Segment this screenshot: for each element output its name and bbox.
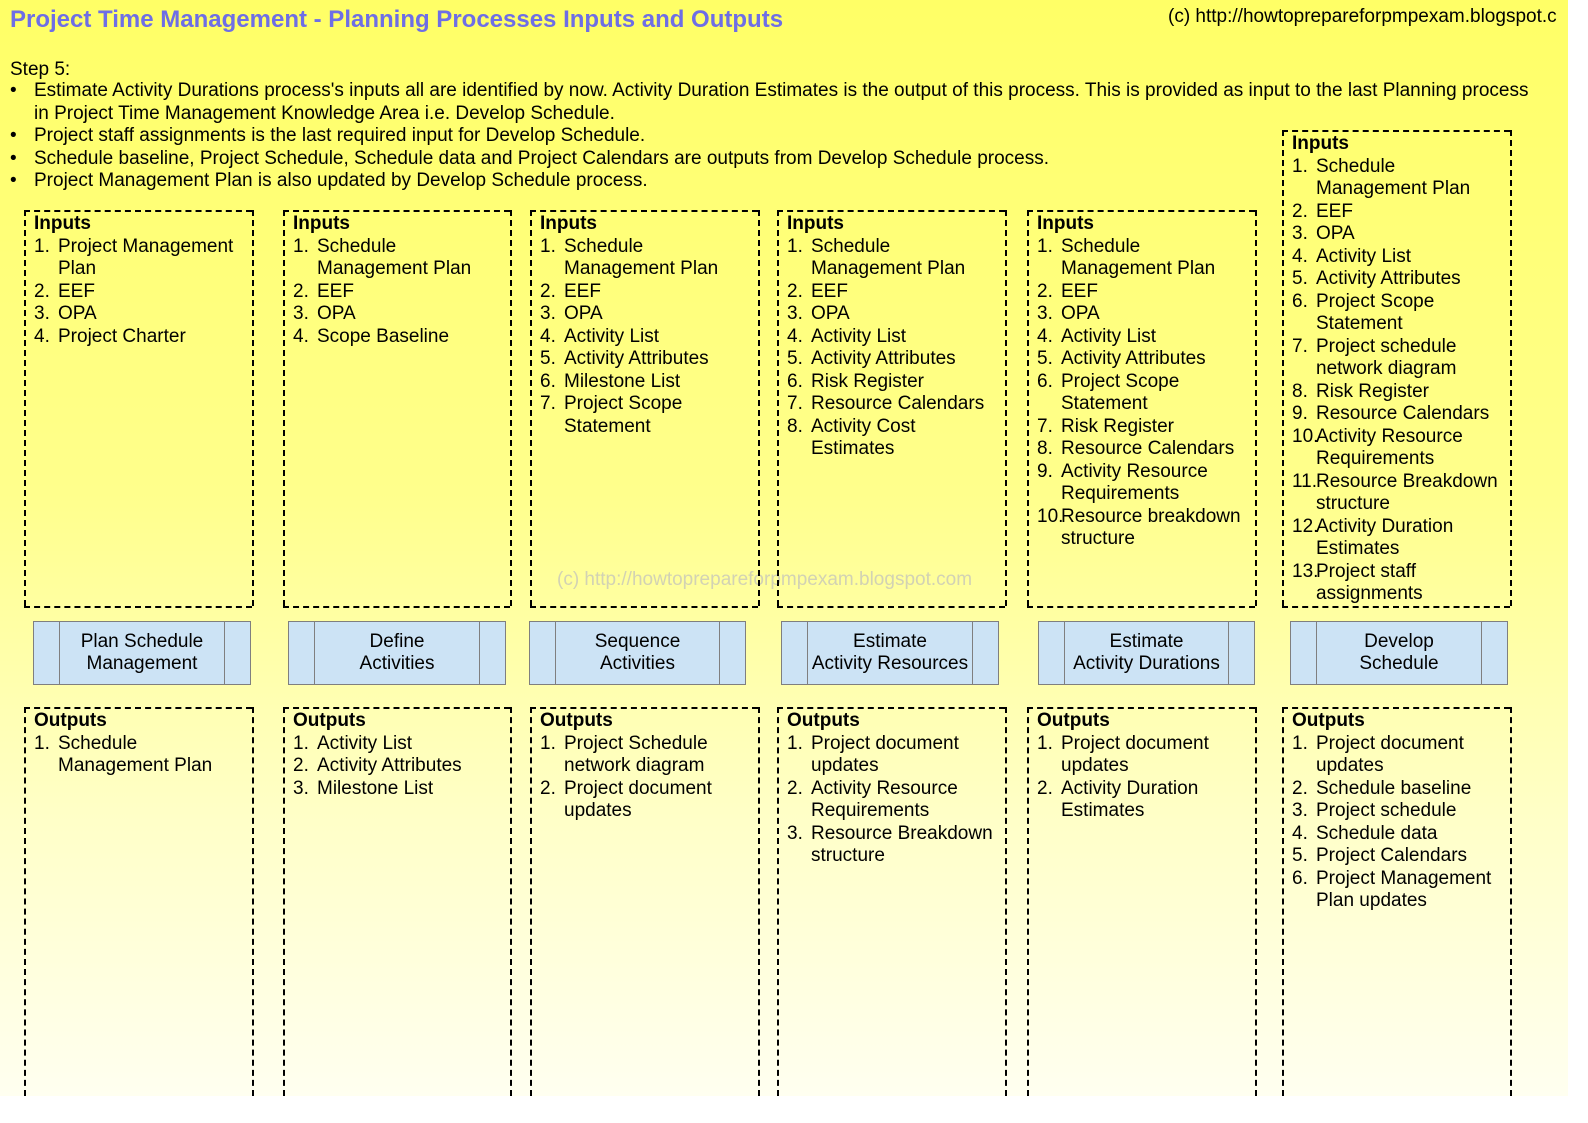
- process-left-bar: [314, 622, 315, 684]
- item-number: 4.: [1292, 245, 1308, 267]
- item-text: Project document updates: [1061, 732, 1209, 776]
- outputs: [34, 710, 246, 778]
- item-text: Project Charter: [58, 325, 186, 347]
- outputs: [1037, 710, 1249, 823]
- list-item: [1037, 778, 1249, 823]
- item-text: Schedule Management Plan: [1061, 235, 1216, 279]
- box-bottom-border: [283, 606, 510, 608]
- item-text: Risk Register: [1316, 380, 1429, 402]
- box-right-border: [252, 210, 254, 606]
- list-item: [1037, 236, 1249, 281]
- item-text: Project Calendars: [1316, 845, 1468, 866]
- list-item: [787, 371, 999, 394]
- inputs: [1037, 213, 1249, 551]
- item-number: 3.: [293, 303, 309, 324]
- item-number: 13.: [1292, 560, 1319, 582]
- item-number: 9.: [1037, 460, 1053, 482]
- list-item: [1292, 471, 1504, 516]
- item-text: Project Schedule network diagram: [564, 732, 708, 776]
- list-item: [1292, 223, 1504, 246]
- item-number: 3.: [787, 303, 803, 324]
- item-number: 1.: [540, 732, 556, 754]
- outputs: [787, 710, 999, 868]
- outputs-title: Outputs: [1037, 710, 1110, 731]
- list-item: [1037, 303, 1249, 326]
- list-item: [1037, 371, 1249, 416]
- item-text: Activity Attributes: [811, 348, 956, 369]
- bullet-item: • Estimate Activity Durations process's inputs all are identified by now. Activity Duration Estimates is the output of this process. This is provided as input to the last Planning process in Project Time Management Knowledge Area i.e. Develop Schedule.: [10, 80, 1535, 125]
- list-item: [1292, 291, 1504, 336]
- box-left-border: [1027, 210, 1029, 606]
- bullet-item: • Project Management Plan is also updated by Develop Schedule process.: [10, 170, 1535, 193]
- item-text: Project Management Plan updates: [1316, 867, 1492, 911]
- box-top-border: [24, 707, 252, 709]
- item-text: OPA: [1061, 303, 1100, 324]
- item-text: Schedule Management Plan: [564, 235, 719, 279]
- item-number: 2.: [540, 280, 556, 302]
- item-text: Activity Resource Requirements: [1061, 460, 1208, 504]
- item-number: 1.: [787, 732, 803, 754]
- item-number: 10.: [1292, 425, 1319, 447]
- inputs-list: [293, 236, 504, 349]
- box-top-border: [1027, 210, 1255, 212]
- item-number: 5.: [787, 348, 803, 369]
- list-item: [540, 236, 752, 281]
- box-right-border: [510, 210, 512, 606]
- item-text: Resource Breakdown structure: [1316, 470, 1498, 514]
- step-label: Step 5:: [10, 59, 71, 80]
- item-number: 6.: [1292, 290, 1308, 312]
- item-text: Schedule Management Plan: [58, 732, 213, 776]
- item-text: Resource breakdown structure: [1061, 505, 1241, 549]
- box-left-border: [24, 210, 26, 606]
- outputs-list: [540, 733, 752, 823]
- item-number: 3.: [787, 822, 803, 844]
- list-item: [1037, 438, 1249, 461]
- item-number: 3.: [34, 303, 50, 324]
- item-text: Activity Cost Estimates: [811, 415, 916, 459]
- item-number: 3.: [540, 303, 556, 324]
- box-right-border: [252, 707, 254, 1096]
- page-title: Project Time Management - Planning Processes Inputs and Outputs: [10, 6, 784, 33]
- item-text: Activity Resource Requirements: [1316, 425, 1463, 469]
- inputs-list: [34, 236, 246, 349]
- item-text: OPA: [1316, 223, 1355, 244]
- list-item: [1292, 426, 1504, 471]
- box-right-border: [1510, 707, 1512, 1096]
- list-item: [1292, 336, 1504, 381]
- item-text: Project Scope Statement: [564, 393, 683, 437]
- item-number: 2.: [1037, 280, 1053, 302]
- item-number: 5.: [1292, 845, 1308, 866]
- item-number: 3.: [293, 777, 309, 799]
- list-item: [787, 823, 999, 868]
- item-text: Resource Calendars: [1316, 403, 1490, 424]
- list-item: [787, 416, 999, 461]
- box-left-border: [1282, 707, 1284, 1096]
- item-number: 1.: [1292, 155, 1308, 177]
- item-number: 7.: [787, 393, 803, 414]
- item-number: 2.: [540, 777, 556, 799]
- box-top-border: [777, 707, 1005, 709]
- item-number: 11.: [1292, 470, 1318, 492]
- item-number: 4.: [34, 325, 50, 347]
- item-text: EEF: [564, 280, 601, 302]
- outputs-title: Outputs: [34, 710, 107, 731]
- item-number: 3.: [1292, 800, 1308, 821]
- item-text: Activity Attributes: [564, 348, 709, 369]
- bullet-item: • Project staff assignments is the last required input for Develop Schedule.: [10, 125, 1535, 148]
- item-number: 6.: [1037, 370, 1053, 392]
- item-number: 4.: [1292, 822, 1308, 844]
- item-text: Activity Attributes: [1061, 348, 1206, 369]
- item-text: Activity List: [811, 325, 907, 347]
- item-number: 4.: [787, 325, 803, 347]
- box-left-border: [530, 707, 532, 1096]
- box-right-border: [1255, 210, 1257, 606]
- process-box: [288, 621, 506, 685]
- item-text: Milestone List: [564, 370, 681, 392]
- item-text: Risk Register: [811, 370, 924, 392]
- item-text: Risk Register: [1061, 415, 1174, 437]
- inputs-title: Inputs: [293, 213, 350, 234]
- box-bottom-border: [530, 606, 758, 608]
- list-item: [1037, 416, 1249, 439]
- item-text: Project document updates: [811, 732, 959, 776]
- process-label: Estimate Activity Resources: [811, 630, 969, 674]
- item-number: 10.: [1037, 505, 1064, 527]
- list-item: [34, 326, 246, 349]
- list-item: [1292, 268, 1504, 291]
- item-number: 1.: [34, 235, 50, 257]
- item-number: 2.: [293, 280, 309, 302]
- item-number: 5.: [1037, 348, 1053, 369]
- box-right-border: [510, 707, 512, 1096]
- list-item: [1037, 506, 1249, 551]
- process-box: [1290, 621, 1508, 685]
- item-text: Resource Calendars: [811, 393, 985, 414]
- process-right-bar: [479, 622, 480, 684]
- box-right-border: [1255, 707, 1257, 1096]
- list-item: [34, 281, 246, 304]
- inputs-list: [540, 236, 752, 439]
- list-item: [1292, 381, 1504, 404]
- item-number: 2.: [787, 777, 803, 799]
- item-text: Project document updates: [1316, 732, 1464, 776]
- item-number: 2.: [1292, 200, 1308, 222]
- list-item: [1292, 246, 1504, 269]
- item-number: 5.: [540, 348, 556, 369]
- item-text: Activity Duration Estimates: [1061, 777, 1199, 821]
- list-item: [1292, 403, 1504, 426]
- item-number: 1.: [34, 732, 50, 754]
- list-item: [1037, 326, 1249, 349]
- item-number: 7.: [540, 393, 556, 414]
- inputs: [293, 213, 504, 348]
- process-label: Plan Schedule Management: [80, 630, 204, 674]
- list-item: [1292, 156, 1504, 201]
- item-number: 12.: [1292, 515, 1319, 537]
- inputs-title: Inputs: [1037, 213, 1094, 234]
- outputs-list: [1292, 733, 1504, 913]
- process-label: Estimate Activity Durations: [1073, 630, 1220, 674]
- item-number: 6.: [787, 370, 803, 392]
- box-right-border: [1005, 707, 1007, 1096]
- item-text: Milestone List: [317, 777, 434, 799]
- inputs-list: [1037, 236, 1249, 551]
- list-item: [293, 303, 504, 326]
- box-bottom-border: [777, 606, 1005, 608]
- item-number: 1.: [1292, 732, 1308, 754]
- process-right-bar: [1481, 622, 1482, 684]
- outputs: [540, 710, 752, 823]
- process-right-bar: [1228, 622, 1229, 684]
- item-number: 1.: [1037, 235, 1053, 257]
- process-label: Sequence Activities: [594, 630, 681, 674]
- list-item: [787, 733, 999, 778]
- item-number: 1.: [293, 732, 309, 754]
- list-item: [787, 326, 999, 349]
- item-text: EEF: [811, 280, 848, 302]
- list-item: [540, 326, 752, 349]
- box-left-border: [777, 707, 779, 1096]
- item-text: Schedule Management Plan: [317, 235, 472, 279]
- item-text: Schedule data: [1316, 822, 1438, 844]
- list-item: [1292, 823, 1504, 846]
- item-text: OPA: [811, 303, 850, 324]
- list-item: [787, 303, 999, 326]
- item-number: 1.: [293, 235, 309, 257]
- watermark: (c) http://howtopreparefor​pmpexam.blogspot.com: [557, 569, 973, 590]
- item-text: OPA: [58, 303, 97, 324]
- item-text: Project Management Plan: [58, 235, 234, 279]
- list-item: [787, 236, 999, 281]
- item-number: 8.: [1037, 438, 1053, 459]
- box-top-border: [1027, 707, 1255, 709]
- item-text: Project Scope Statement: [1316, 290, 1435, 334]
- process-label: Develop Schedule: [1359, 630, 1439, 674]
- outputs-title: Outputs: [293, 710, 366, 731]
- item-text: Project document updates: [564, 777, 712, 821]
- box-bottom-border: [1282, 606, 1510, 608]
- item-text: OPA: [317, 303, 356, 324]
- inputs: [1292, 133, 1504, 606]
- item-number: 2.: [1292, 777, 1308, 799]
- list-item: [293, 281, 504, 304]
- outputs-list: [293, 733, 504, 801]
- process-box: [529, 621, 746, 685]
- item-number: 3.: [1037, 303, 1053, 324]
- item-number: 4.: [1037, 325, 1053, 347]
- item-text: Activity List: [1316, 245, 1412, 267]
- inputs: [787, 213, 999, 461]
- box-top-border: [530, 210, 758, 212]
- item-text: Activity List: [317, 732, 413, 754]
- item-text: EEF: [1316, 200, 1353, 222]
- item-number: 2.: [34, 280, 50, 302]
- box-left-border: [283, 707, 285, 1096]
- list-item: [293, 733, 504, 756]
- list-item: [787, 348, 999, 371]
- outputs: [293, 710, 504, 800]
- list-item: [293, 755, 504, 778]
- list-item: [540, 393, 752, 438]
- item-text: Activity Resource Requirements: [811, 777, 958, 821]
- list-item: [1292, 733, 1504, 778]
- item-text: Activity Duration Estimates: [1316, 515, 1454, 559]
- item-number: 3.: [1292, 223, 1308, 244]
- outputs: [1292, 710, 1504, 913]
- box-bottom-border: [1027, 606, 1255, 608]
- item-number: 2.: [293, 755, 309, 776]
- list-item: [34, 303, 246, 326]
- list-item: [1292, 800, 1504, 823]
- bullet-item: • Schedule baseline, Project Schedule, Schedule data and Project Calendars are outputs from Develop Schedule process.: [10, 148, 1535, 171]
- item-number: 1.: [540, 235, 556, 257]
- list-item: [1037, 281, 1249, 304]
- process-left-bar: [1316, 622, 1317, 684]
- item-number: 6.: [1292, 867, 1308, 889]
- item-text: Schedule baseline: [1316, 777, 1472, 799]
- box-top-border: [1282, 707, 1510, 709]
- box-right-border: [758, 210, 760, 606]
- item-text: EEF: [58, 280, 95, 302]
- inputs-title: Inputs: [1292, 133, 1349, 154]
- item-text: Resource Breakdown structure: [811, 822, 993, 866]
- list-item: [1292, 561, 1504, 606]
- outputs-title: Outputs: [540, 710, 613, 731]
- process-right-bar: [719, 622, 720, 684]
- box-left-border: [777, 210, 779, 606]
- list-item: [34, 236, 246, 281]
- item-text: Project Scope Statement: [1061, 370, 1180, 414]
- list-item: [293, 326, 504, 349]
- inputs-list: [787, 236, 999, 461]
- item-number: 8.: [1292, 380, 1308, 402]
- item-text: Activity Attributes: [1316, 268, 1461, 289]
- list-item: [540, 281, 752, 304]
- inputs-title: Inputs: [540, 213, 597, 234]
- item-text: Scope Baseline: [317, 325, 450, 347]
- item-number: 1.: [1037, 732, 1053, 754]
- list-item: [1292, 516, 1504, 561]
- list-item: [787, 393, 999, 416]
- list-item: [540, 303, 752, 326]
- item-text: EEF: [1061, 280, 1098, 302]
- list-item: [34, 733, 246, 778]
- copyright-text: (c) http://howtopreparefor​pmpexam.blogspot.c: [1168, 6, 1557, 27]
- box-top-border: [1282, 130, 1510, 132]
- process-label: Define Activities: [359, 630, 435, 674]
- list-item: [540, 371, 752, 394]
- inputs: [34, 213, 246, 348]
- item-number: 6.: [540, 370, 556, 392]
- item-number: 1.: [787, 235, 803, 257]
- list-item: [1037, 733, 1249, 778]
- item-text: Schedule Management Plan: [811, 235, 966, 279]
- list-item: [293, 236, 504, 281]
- item-text: OPA: [564, 303, 603, 324]
- outputs-list: [1037, 733, 1249, 823]
- item-text: Activity Attributes: [317, 755, 462, 776]
- outputs-list: [34, 733, 246, 778]
- box-right-border: [1510, 130, 1512, 606]
- list-item: [787, 281, 999, 304]
- box-top-border: [24, 210, 252, 212]
- list-item: [1292, 778, 1504, 801]
- item-text: EEF: [317, 280, 354, 302]
- box-right-border: [1005, 210, 1007, 606]
- process-right-bar: [972, 622, 973, 684]
- list-item: [1292, 201, 1504, 224]
- inputs-title: Inputs: [787, 213, 844, 234]
- item-text: Project staff assignments: [1316, 560, 1423, 604]
- item-number: 2.: [1037, 777, 1053, 799]
- item-number: 2.: [787, 280, 803, 302]
- inputs-list: [1292, 156, 1504, 606]
- list-item: [1292, 845, 1504, 868]
- process-box: [781, 621, 999, 685]
- box-left-border: [1282, 130, 1284, 606]
- process-left-bar: [555, 622, 556, 684]
- list-item: [540, 733, 752, 778]
- box-left-border: [24, 707, 26, 1096]
- box-left-border: [530, 210, 532, 606]
- list-item: [540, 348, 752, 371]
- process-right-bar: [224, 622, 225, 684]
- box-top-border: [283, 210, 510, 212]
- item-number: 7.: [1292, 335, 1308, 357]
- process-left-bar: [1064, 622, 1065, 684]
- process-left-bar: [59, 622, 60, 684]
- item-number: 7.: [1037, 415, 1053, 437]
- list-item: [540, 778, 752, 823]
- item-number: 4.: [540, 325, 556, 347]
- inputs-title: Inputs: [34, 213, 91, 234]
- box-bottom-border: [24, 606, 252, 608]
- process-box: [1038, 621, 1255, 685]
- item-text: Activity List: [1061, 325, 1157, 347]
- outputs-list: [787, 733, 999, 868]
- inputs: [540, 213, 752, 438]
- item-number: 4.: [293, 325, 309, 347]
- item-number: 8.: [787, 415, 803, 437]
- process-left-bar: [807, 622, 808, 684]
- box-top-border: [777, 210, 1005, 212]
- list-item: [1037, 461, 1249, 506]
- list-item: [293, 778, 504, 801]
- process-box: [33, 621, 251, 685]
- list-item: [1292, 868, 1504, 913]
- item-text: Project schedule network diagram: [1316, 335, 1457, 379]
- box-left-border: [283, 210, 285, 606]
- outputs-title: Outputs: [787, 710, 860, 731]
- item-number: 9.: [1292, 403, 1308, 424]
- item-number: 5.: [1292, 268, 1308, 289]
- box-top-border: [530, 707, 758, 709]
- item-text: Schedule Management Plan: [1316, 155, 1471, 199]
- outputs-title: Outputs: [1292, 710, 1365, 731]
- list-item: [1037, 348, 1249, 371]
- box-left-border: [1027, 707, 1029, 1096]
- item-text: Project schedule: [1316, 800, 1457, 821]
- item-text: Activity List: [564, 325, 660, 347]
- list-item: [787, 778, 999, 823]
- box-top-border: [283, 707, 510, 709]
- item-text: Resource Calendars: [1061, 438, 1235, 459]
- box-right-border: [758, 707, 760, 1096]
